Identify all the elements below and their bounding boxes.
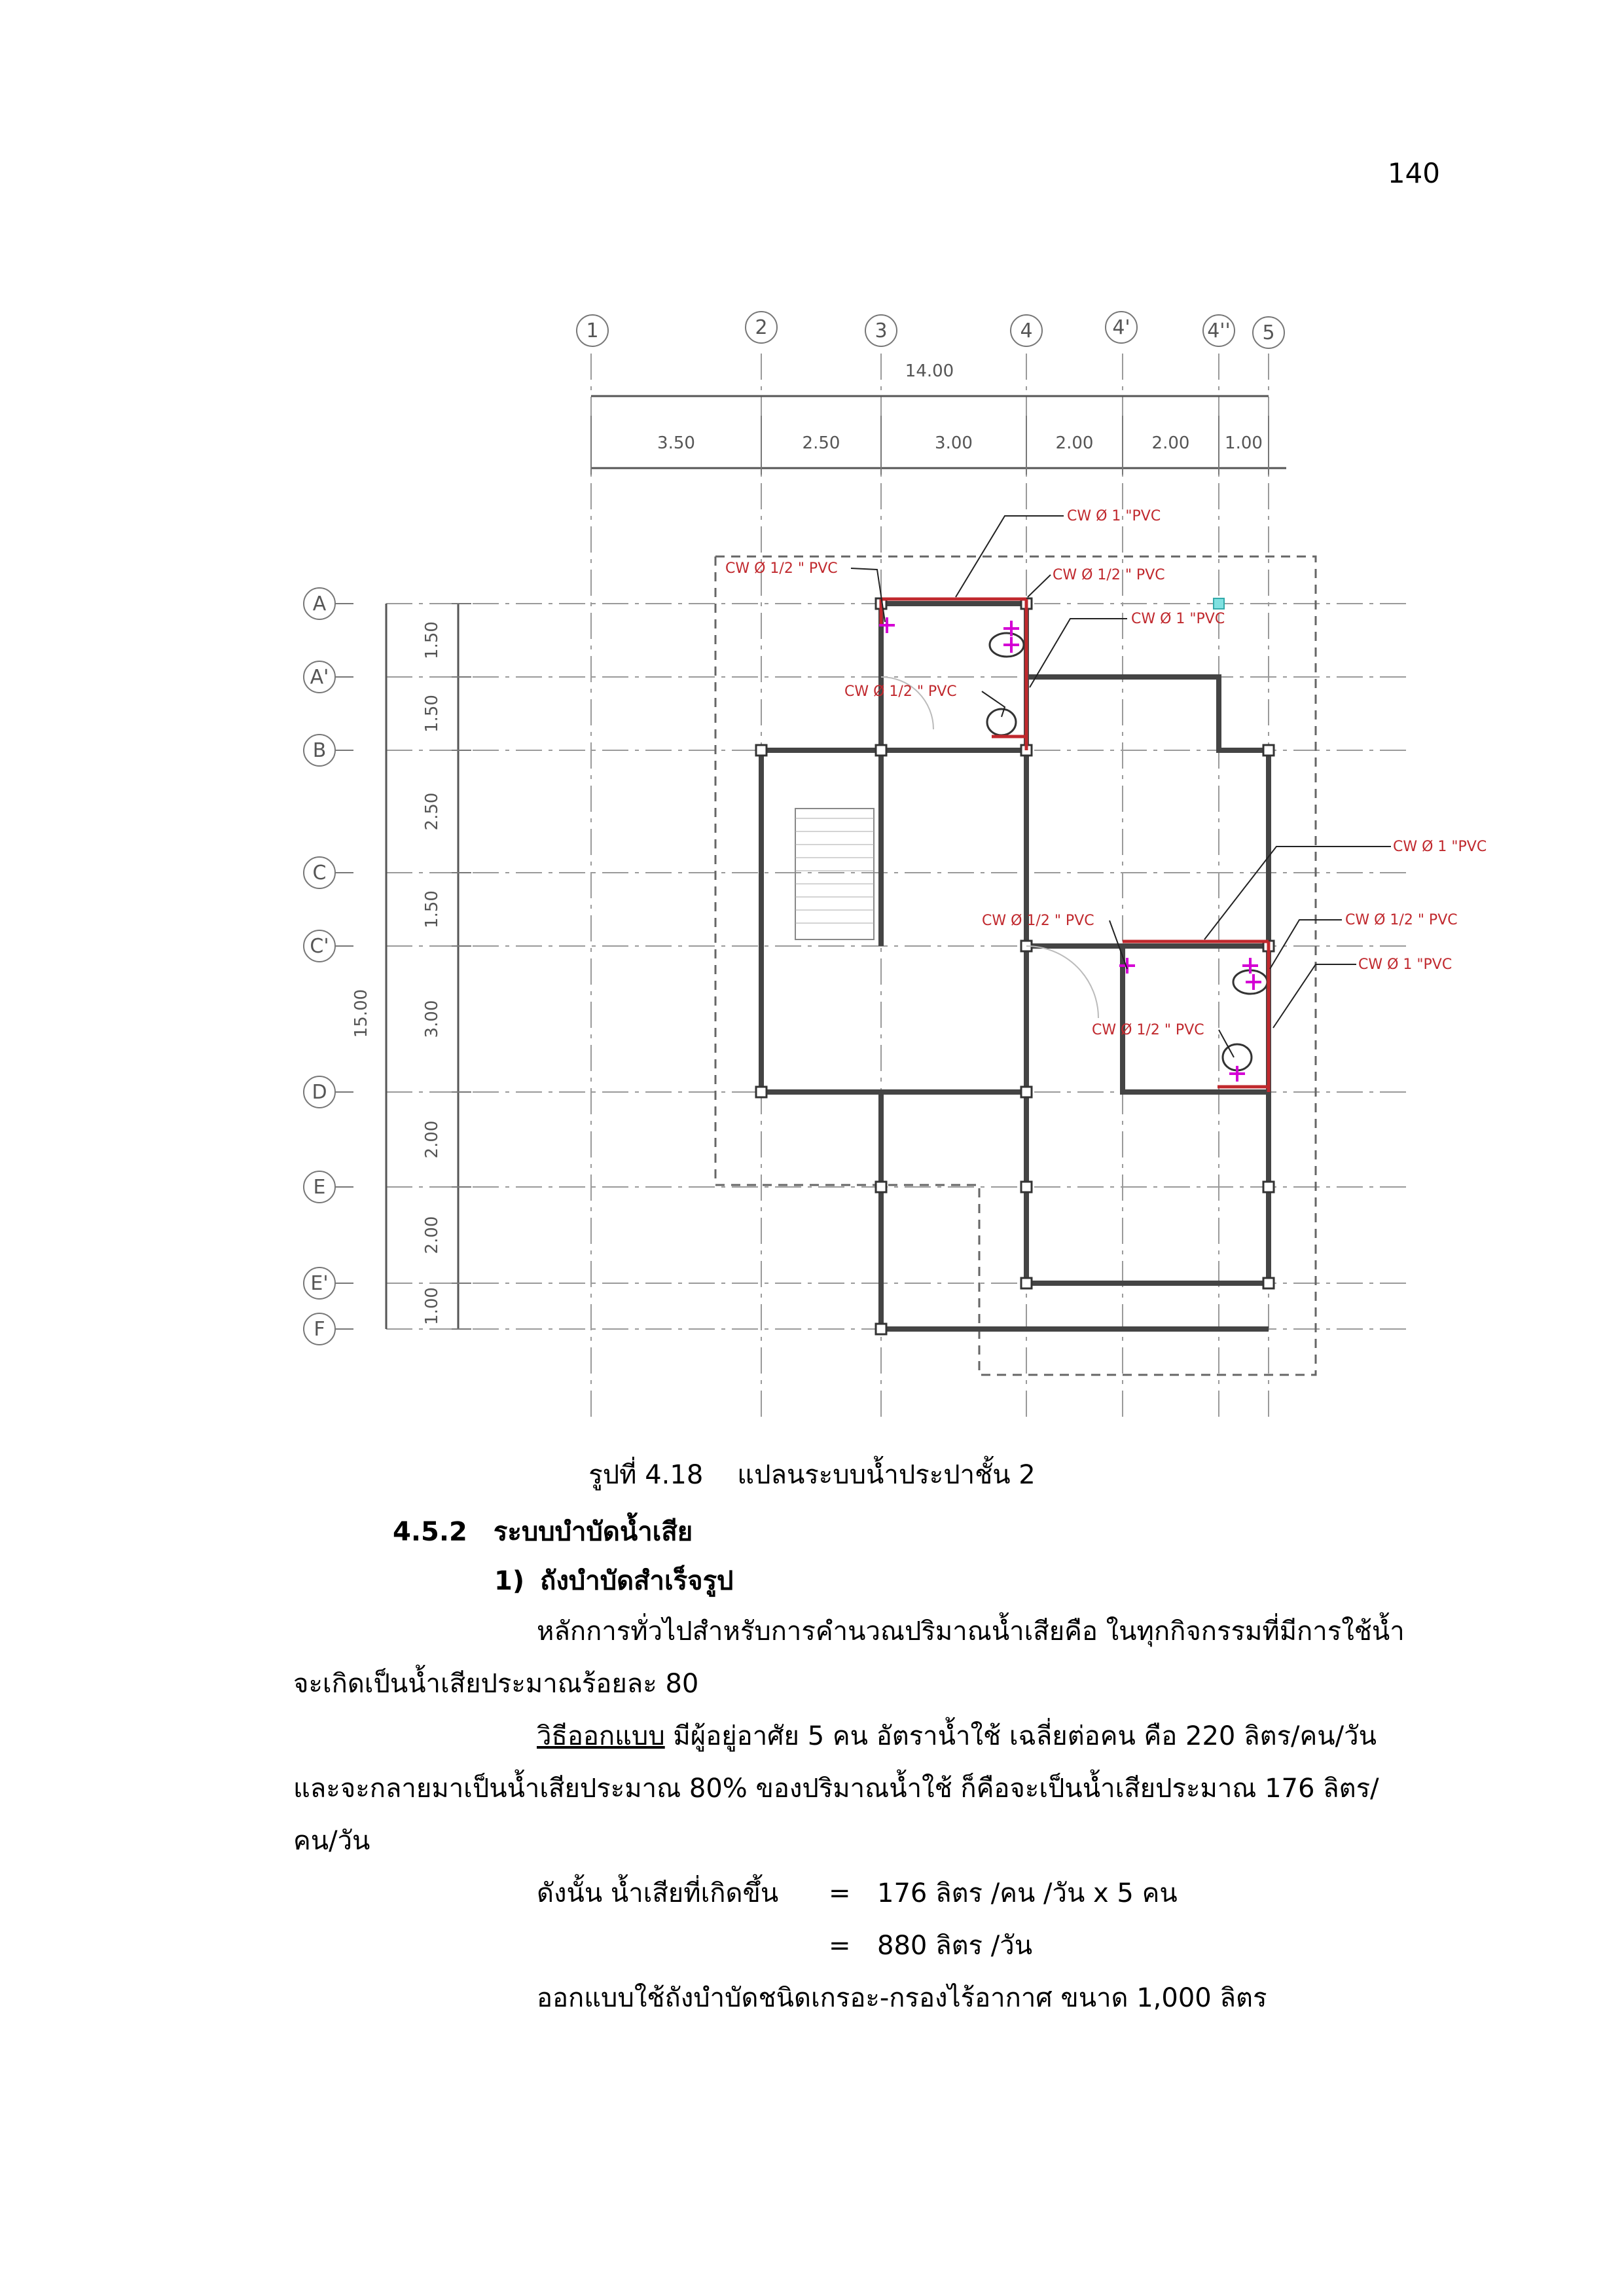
overall-width-label: 14.00 <box>905 361 954 381</box>
page-number: 140 <box>1387 157 1440 189</box>
design-method-label: วิธีออกแบบ <box>537 1721 665 1751</box>
column-dim-label-5: 2.00 <box>1151 433 1190 453</box>
row-bubble-label-4: C <box>312 862 327 884</box>
staircase <box>795 809 874 939</box>
calc-label: ดังนั้น น้ำเสียที่เกิดขึ้น <box>537 1878 779 1908</box>
calc-eq-1: = <box>829 1878 851 1908</box>
structural-column-2 <box>876 745 886 756</box>
col-bubble-label-4: 4 <box>1020 319 1033 342</box>
row-bubble-label-5: C' <box>310 935 329 958</box>
structural-column-16 <box>1263 1278 1274 1288</box>
calc-eq-2: = <box>829 1931 851 1961</box>
row-bubble-label-3: B <box>312 739 327 762</box>
pipe-label-leader-cw_half_right_right <box>1270 920 1342 969</box>
floor-plan-water-supply <box>275 288 1487 1440</box>
column-dim-label-2: 2.50 <box>802 433 840 453</box>
row-bubble-label-9: F <box>314 1318 325 1341</box>
col-bubble-label-3: 3 <box>875 319 888 342</box>
structural-column-11 <box>876 1182 886 1192</box>
pipe-label-cw_half_right_right: CW Ø 1/2 " PVC <box>1345 912 1458 928</box>
paragraph-1-line-1: หลักการทั่วไปสำหรับการคำนวณปริมาณน้ำเสียคือ ในทุกกิจกรรมที่มีการใช้น้ำ <box>537 1616 1405 1647</box>
row-dim-label-1: 1.50 <box>422 621 442 659</box>
calc-value-1: 176 ลิตร /คน /วัน x 5 คน <box>877 1878 1178 1908</box>
paragraph-1-line-2: จะเกิดเป็นน้ำเสียประมาณร้อยละ 80 <box>293 1669 699 1699</box>
row-dim-label-7: 2.00 <box>422 1216 442 1254</box>
paragraph-2-line-3: คน/วัน <box>293 1826 370 1856</box>
column-dim-label-4: 2.00 <box>1055 433 1094 453</box>
subsection-title: ถังบำบัดสำเร็จรูป <box>540 1566 734 1596</box>
row-bubble-label-6: D <box>312 1081 327 1104</box>
row-dim-label-6: 2.00 <box>422 1120 442 1159</box>
calc-value-2: 880 ลิตร /วัน <box>877 1931 1033 1961</box>
structural-column-4 <box>1263 745 1274 756</box>
pipe-label-cw_half_right_left: CW Ø 1/2 " PVC <box>982 913 1094 929</box>
pipe-label-cw_half_right_low: CW Ø 1/2 " PVC <box>1092 1022 1204 1038</box>
design-method-text: มีผู้อยู่อาศัย 5 คน อัตราน้ำใช้ เฉลี่ยต่อคน คือ 220 ลิตร/คน/วัน <box>664 1721 1377 1751</box>
subsection-heading <box>494 1555 733 1607</box>
structural-column-8 <box>1021 1087 1032 1097</box>
pipe-label-cw1_top_right: CW Ø 1 "PVC <box>1131 611 1225 627</box>
structural-column-7 <box>756 1087 767 1097</box>
row-bubble-label-7: E <box>313 1176 326 1199</box>
pipe-label-cw1_right_b: CW Ø 1 "PVC <box>1358 957 1453 973</box>
subsection-number: 1) <box>494 1566 525 1596</box>
section-number: 4.5.2 <box>393 1517 467 1547</box>
row-dim-label-4: 1.50 <box>422 890 442 928</box>
pipe-label-leader-cw_half_top_right <box>1028 575 1051 597</box>
door-swing-1 <box>1026 946 1098 1018</box>
wall-12 <box>1123 946 1269 1092</box>
col-bubble-label-2: 2 <box>755 316 768 339</box>
paragraph-2-line-1 <box>537 1710 1377 1762</box>
column-dim-label-3: 3.00 <box>935 433 973 453</box>
structural-column-1 <box>756 745 767 756</box>
col-bubble-label-6: 4'' <box>1207 319 1231 342</box>
pipe-label-cw_half_top_mid: CW Ø 1/2 " PVC <box>844 683 957 700</box>
overall-depth-label: 15.00 <box>352 989 371 1038</box>
structural-column-12 <box>1021 1182 1032 1192</box>
wall-4 <box>1026 677 1269 750</box>
col-bubble-label-1: 1 <box>586 319 599 342</box>
col-bubble-label-7: 5 <box>1262 321 1275 344</box>
row-dim-label-3: 2.50 <box>422 792 442 831</box>
row-dim-label-2: 1.50 <box>422 695 442 733</box>
paragraph-2-line-2: และจะกลายมาเป็นน้ำเสียประมาณ 80% ของปริมาณน้ำใช้ ก็คือจะเป็นน้ำเสียประมาณ 176 ลิตร/ <box>293 1774 1379 1804</box>
basin-fixture-1 <box>987 709 1016 735</box>
figure-caption <box>0 1453 1624 1495</box>
row-bubble-label-1: A <box>312 592 327 615</box>
column-dim-label-1: 3.50 <box>657 433 695 453</box>
section-heading <box>393 1506 693 1558</box>
roof-outline <box>715 556 1316 1375</box>
corner-marker <box>1214 598 1224 609</box>
pipe-label-cw_half_top_left: CW Ø 1/2 " PVC <box>725 560 838 577</box>
figure-title: แปลนระบบน้ำประปาชั้น 2 <box>737 1460 1036 1490</box>
col-bubble-label-5: 4' <box>1112 316 1130 339</box>
conclusion-text: ออกแบบใช้ถังบำบัดชนิดเกรอะ-กรองไร้อากาศ ขนาด 1,000 ลิตร <box>537 1983 1267 2013</box>
row-bubble-label-2: A' <box>310 666 329 689</box>
row-dim-label-8: 1.00 <box>422 1287 442 1325</box>
row-dim-label-5: 3.00 <box>422 1000 442 1038</box>
section-title: ระบบบำบัดน้ำเสีย <box>493 1517 693 1547</box>
column-dim-label-6: 1.00 <box>1225 433 1263 453</box>
row-bubble-label-8: E' <box>310 1272 329 1295</box>
figure-label: รูปที่ 4.18 <box>588 1460 704 1490</box>
pipe-label-cw_half_top_right: CW Ø 1/2 " PVC <box>1053 567 1165 583</box>
pipe-label-cw1_right_a: CW Ø 1 "PVC <box>1393 839 1487 855</box>
structural-column-13 <box>1263 1182 1274 1192</box>
pipe-label-cw1_top: CW Ø 1 "PVC <box>1067 508 1161 524</box>
structural-column-15 <box>1021 1278 1032 1288</box>
structural-column-14 <box>876 1324 886 1334</box>
